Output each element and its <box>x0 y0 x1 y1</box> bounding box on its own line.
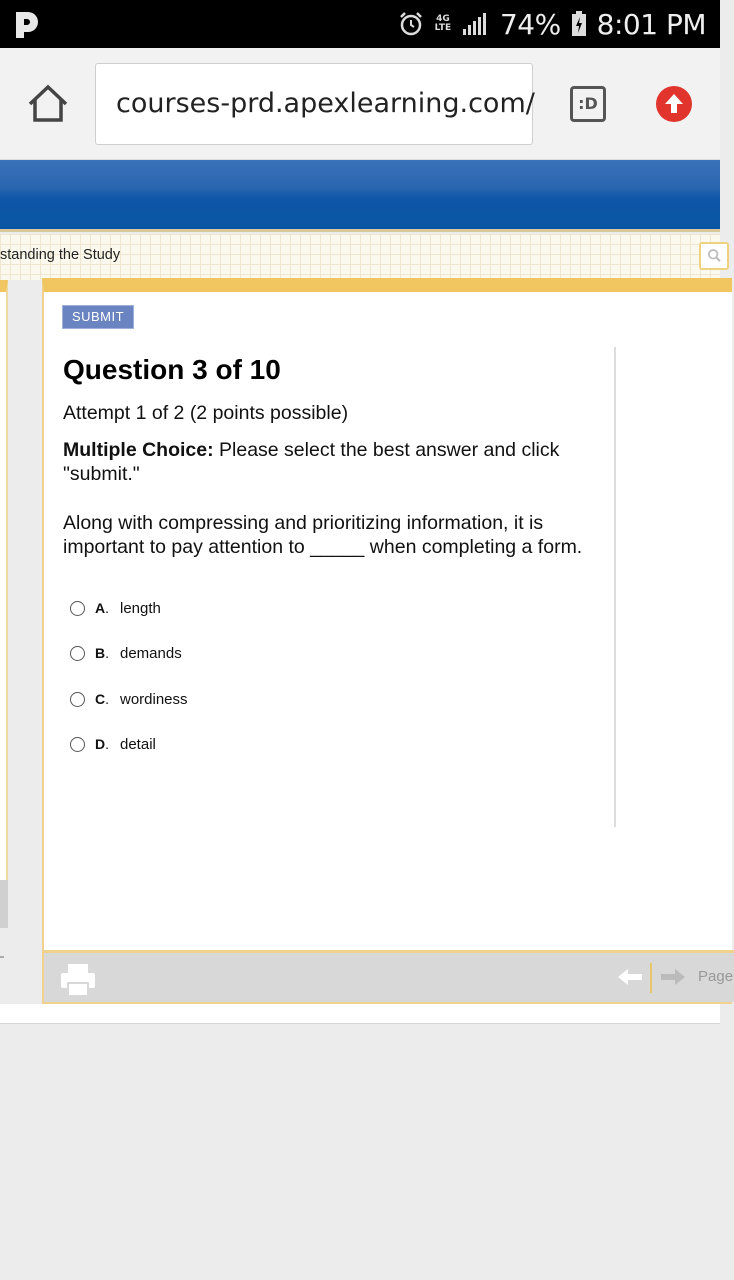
network-type: 4G LTE <box>434 14 452 33</box>
upload-icon[interactable] <box>656 86 692 122</box>
attempt-info: Attempt 1 of 2 (2 points possible) <box>63 402 349 424</box>
card-footer <box>44 950 734 1002</box>
site-header-banner <box>0 160 720 232</box>
radio-button[interactable] <box>70 646 85 661</box>
radio-button[interactable] <box>70 692 85 707</box>
choice-label: detail <box>120 735 156 753</box>
choice-label: demands <box>120 644 182 662</box>
choice-label: wordiness <box>120 690 188 708</box>
choice-letter: A <box>95 600 106 616</box>
choice-d[interactable]: D. detail <box>70 733 156 755</box>
breadcrumb-bar <box>0 234 720 280</box>
signal-icon <box>462 11 490 37</box>
page-bottom-strip <box>0 1004 720 1024</box>
clock: 8:01 PM <box>596 7 706 41</box>
breadcrumb: standing the Study <box>0 247 121 263</box>
instructions <box>63 438 593 486</box>
instruction-text: Please select the best answer and click "submit." <box>63 439 560 485</box>
home-icon[interactable] <box>26 82 70 126</box>
left-panel <box>0 280 8 928</box>
print-icon[interactable] <box>60 963 96 997</box>
p-app-icon <box>14 10 40 40</box>
url-bar[interactable] <box>95 63 533 145</box>
radio-button[interactable] <box>70 737 85 752</box>
question-title: Question 3 of 10 <box>63 354 281 385</box>
arrow-right-icon[interactable] <box>660 967 686 987</box>
status-bar <box>0 0 720 48</box>
arrow-left-icon[interactable] <box>617 967 643 987</box>
choice-letter: C <box>95 691 106 707</box>
choice-letter: B <box>95 645 106 661</box>
choice-a[interactable]: A. length <box>70 597 161 619</box>
choice-b[interactable]: B. demands <box>70 642 182 664</box>
nav-separator <box>650 963 652 993</box>
submit-button[interactable]: SUBMIT <box>62 305 134 329</box>
page-label: Page <box>698 968 734 985</box>
choice-c[interactable]: C. wordiness <box>70 688 188 710</box>
quiz-card <box>42 278 732 1004</box>
browser-toolbar <box>0 48 720 160</box>
left-divider <box>0 956 4 958</box>
left-panel-footer <box>0 880 8 928</box>
choice-letter: D <box>95 736 106 752</box>
question-text: Along with compressing and prioritizing information, it is important to pay attention to _____ when completing a form. <box>63 512 583 558</box>
choice-label: length <box>120 599 161 617</box>
battery-icon <box>571 11 587 37</box>
instruction-type: Multiple Choice: <box>63 439 214 461</box>
column-divider <box>614 347 616 827</box>
alarm-icon <box>398 11 424 37</box>
search-icon[interactable] <box>699 242 729 270</box>
battery-percent: 74% <box>499 7 561 41</box>
url-text: courses-prd.apexlearning.com/ <box>116 88 535 119</box>
radio-button[interactable] <box>70 601 85 616</box>
tabs-icon[interactable]: :D <box>570 86 606 122</box>
